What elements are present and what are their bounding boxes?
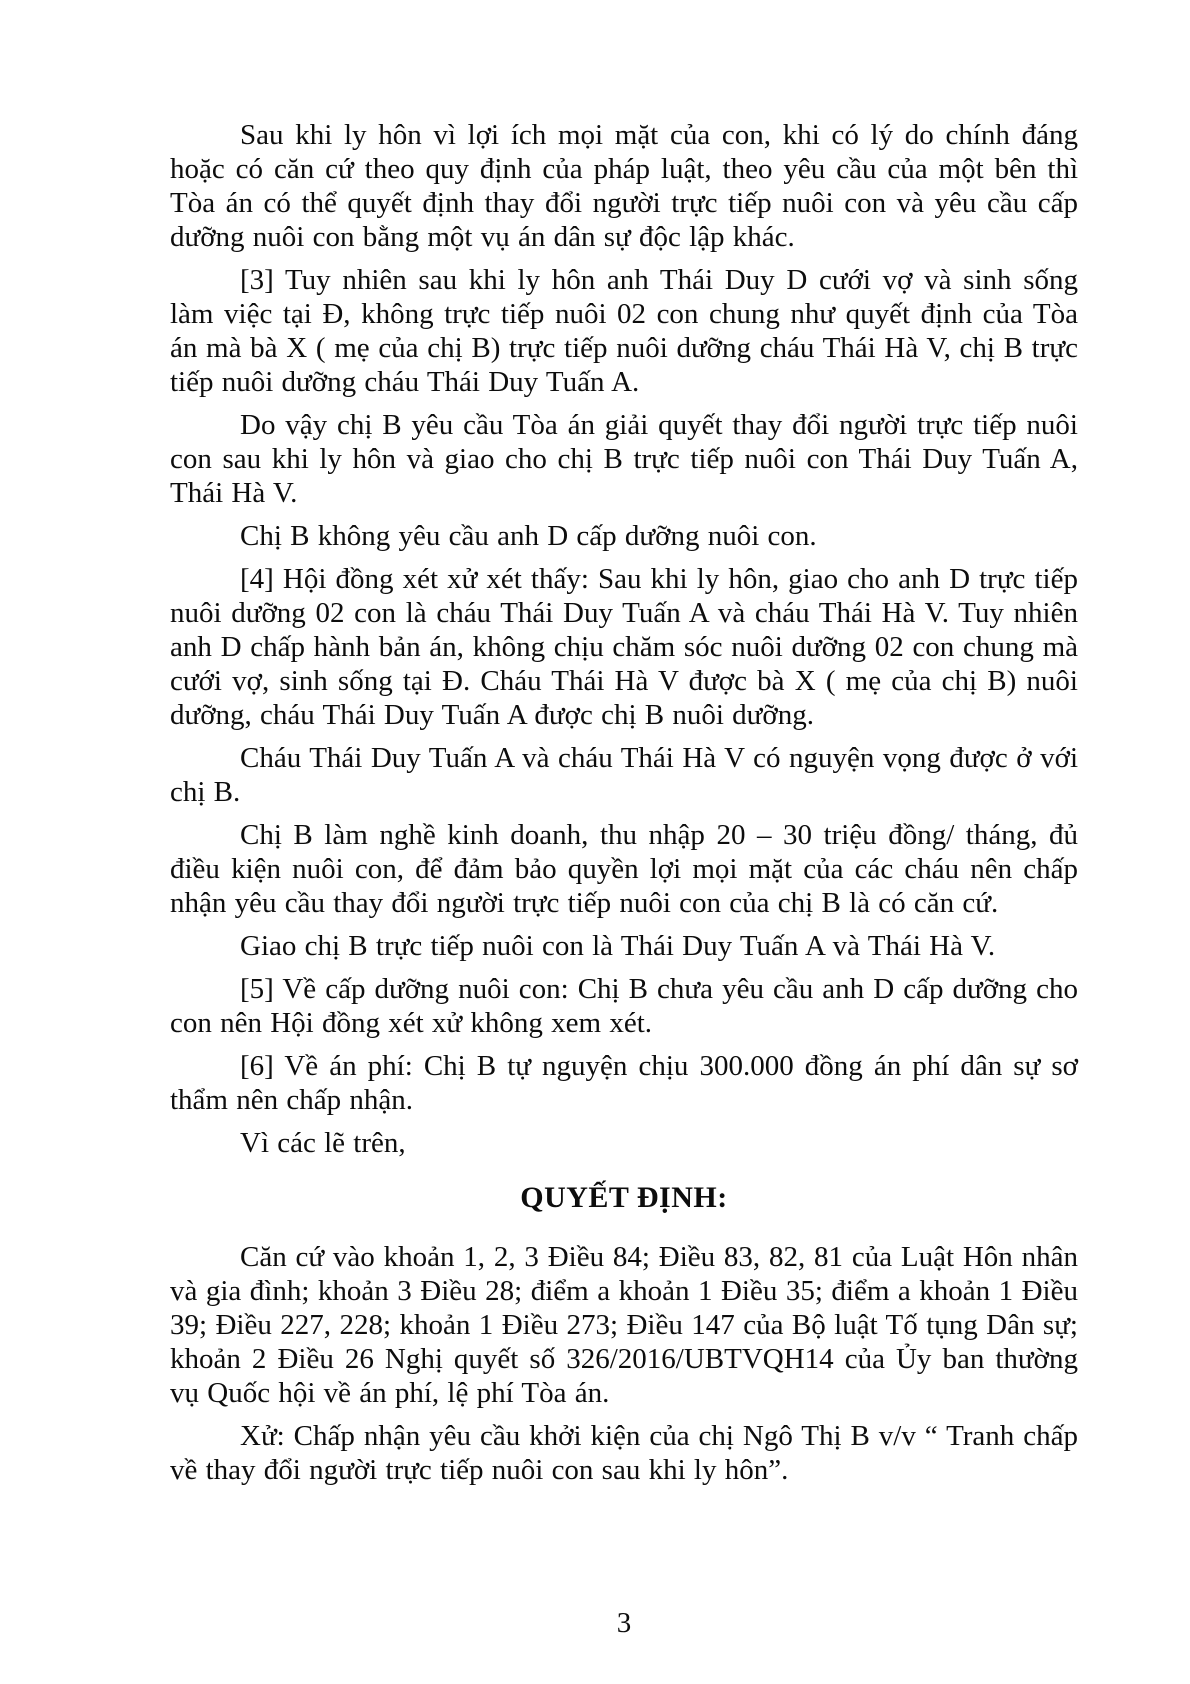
- document-body: [170, 118, 1078, 1496]
- paragraph-10: [6] Về án phí: Chị B tự nguyện chịu 300.000 đồng án phí dân sự sơ thẩm nên chấp nhận.: [170, 1050, 1078, 1116]
- paragraph-9: [5] Về cấp dưỡng nuôi con: Chị B chưa yêu cầu anh D cấp dưỡng cho con nên Hội đồng xét xử không xem xét.: [170, 973, 1078, 1039]
- paragraph-8: Giao chị B trực tiếp nuôi con là Thái Duy Tuấn A và Thái Hà V.: [240, 930, 996, 962]
- paragraph-1: Sau khi ly hôn vì lợi ích mọi mặt của con, khi có lý do chính đáng hoặc có căn cứ theo quy định của pháp luật, theo yêu cầu của một bên thì Tòa án có thể quyết định thay đổi người trực tiếp nuôi con và yêu cầu cấp dưỡng nuôi con bằng một vụ án dân sự độc lập khác.: [170, 119, 1078, 253]
- page-number: 3: [616, 1607, 632, 1639]
- paragraph-5: [4] Hội đồng xét xử xét thấy: Sau khi ly hôn, giao cho anh D trực tiếp nuôi dưỡng 02 con là cháu Thái Duy Tuấn A và cháu Thái Hà V. Tuy nhiên anh D chấp hành bản án, không chịu chăm sóc nuôi dưỡng 02 con chung mà cưới vợ, sinh sống tại Đ. Cháu Thái Hà V được bà X ( mẹ của chị B) nuôi dưỡng, cháu Thái Duy Tuấn A được chị B nuôi dưỡng.: [170, 563, 1078, 731]
- paragraph-6: Cháu Thái Duy Tuấn A và cháu Thái Hà V có nguyện vọng được ở với chị B.: [170, 742, 1078, 808]
- paragraph-4: Chị B không yêu cầu anh D cấp dưỡng nuôi con.: [240, 520, 817, 552]
- paragraph-3: Do vậy chị B yêu cầu Tòa án giải quyết thay đổi người trực tiếp nuôi con sau khi ly hôn và giao cho chị B trực tiếp nuôi con Thái Duy Tuấn A, Thái Hà V.: [170, 409, 1078, 509]
- paragraph-11: Vì các lẽ trên,: [240, 1127, 406, 1159]
- paragraph-12: Căn cứ vào khoản 1, 2, 3 Điều 84; Điều 83, 82, 81 của Luật Hôn nhân và gia đình; khoản 3 Điều 28; điểm a khoản 1 Điều 35; điểm a khoản 1 Điều 39; Điều 227, 228; khoản 1 Điều 273; Điều 147 của Bộ luật Tố tụng Dân sự; khoản 2 Điều 26 Nghị quyết số 326/2016/UBTVQH14 của Ủy ban thường vụ Quốc hội về án phí, lệ phí Tòa án.: [170, 1241, 1078, 1409]
- paragraph-13: Xử: Chấp nhận yêu cầu khởi kiện của chị Ngô Thị B v/v “ Tranh chấp về thay đổi người trực tiếp nuôi con sau khi ly hôn”.: [170, 1420, 1078, 1486]
- decision-heading: QUYẾT ĐỊNH:: [520, 1181, 728, 1214]
- paragraph-7: Chị B làm nghề kinh doanh, thu nhập 20 – 30 triệu đồng/ tháng, đủ điều kiện nuôi con, để đảm bảo quyền lợi mọi mặt của các cháu nên chấp nhận yêu cầu thay đổi người trực tiếp nuôi con của chị B là có căn cứ.: [170, 819, 1078, 919]
- paragraph-2: [3] Tuy nhiên sau khi ly hôn anh Thái Duy D cưới vợ và sinh sống làm việc tại Đ, không trực tiếp nuôi 02 con chung như quyết định của Tòa án mà bà X ( mẹ của chị B) trực tiếp nuôi dưỡng cháu Thái Hà V, chị B trực tiếp nuôi dưỡng cháu Thái Duy Tuấn A.: [170, 264, 1078, 398]
